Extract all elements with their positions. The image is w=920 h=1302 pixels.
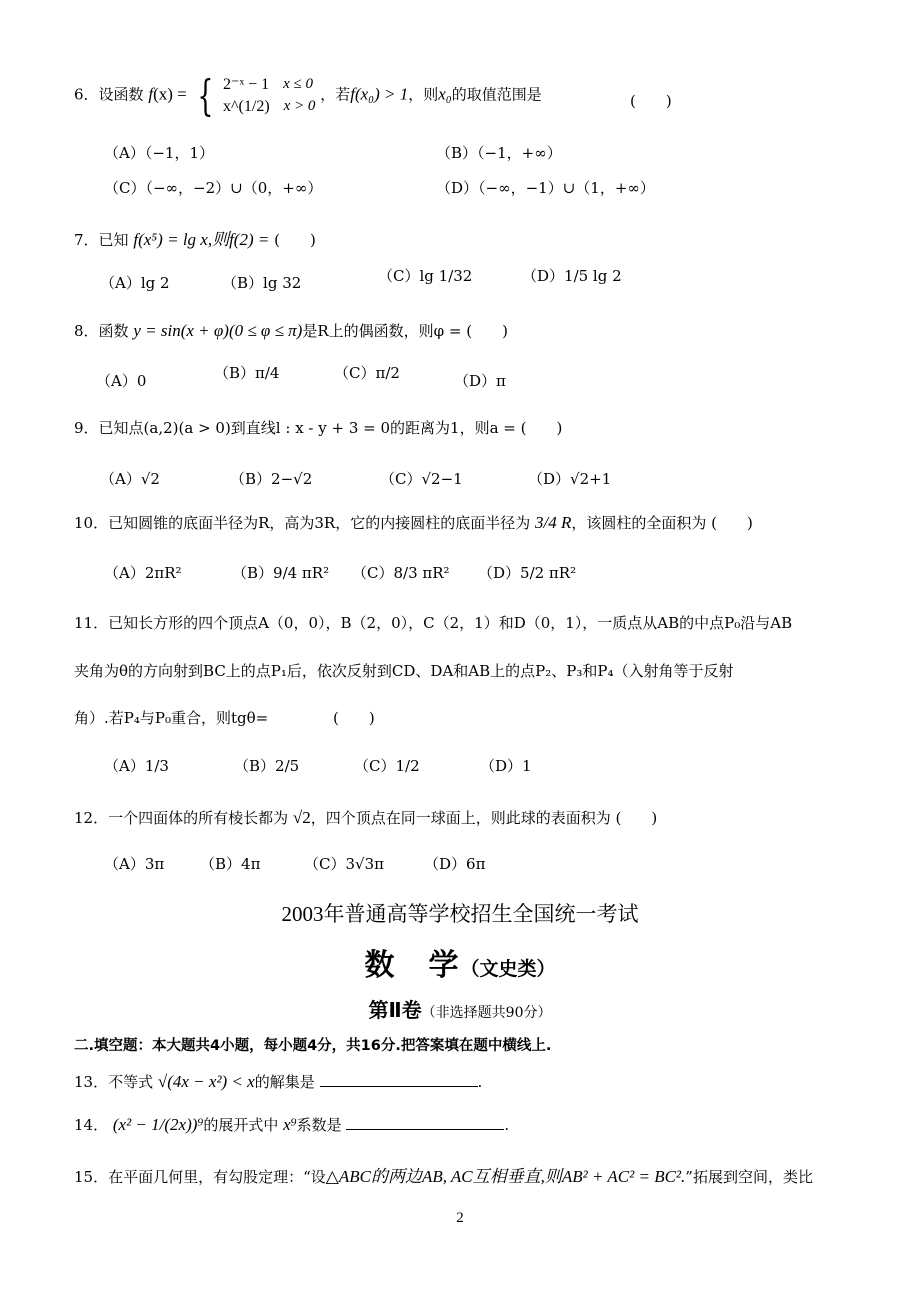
question-11-line-2: 夹角为θ的方向射到BC上的点P₁后，依次反射到CD、DA和AB上的点P₂、P₃和P₄（入射角等于反射 [74, 662, 734, 680]
question-text: 的解集是 [254, 1073, 315, 1091]
question-text: . [504, 1116, 510, 1134]
variable: x₀ [438, 84, 452, 104]
answer-paren[interactable]: ( ) [711, 514, 753, 532]
option-b[interactable]: （B）2/5 [234, 757, 300, 775]
question-10 [74, 512, 753, 533]
option-a[interactable]: （A）√2 [100, 470, 160, 488]
question-text: 已知点(a,2)(a > 0)到直线l : x - y + 3 = 0的距离为1，则a = [98, 419, 516, 437]
question-number: 9． [74, 419, 99, 437]
question-number: 15． [74, 1168, 109, 1186]
math-expr: (x² − 1/(2x))⁹ [112, 1115, 204, 1134]
case-1-expr: 2⁻ˣ − 1 [223, 76, 270, 93]
question-6 [74, 70, 542, 120]
answer-blank[interactable] [320, 1072, 478, 1087]
question-text: 角）.若P₄与P₀重合，则tgθ= [74, 709, 269, 727]
question-text: 已知圆锥的底面半径为R，高为3R，它的内接圆柱的底面半径为 [108, 514, 531, 532]
function-label: f [148, 84, 154, 104]
question-9 [74, 417, 562, 438]
math-expr: △ABC的两边AB, AC互相垂直,则AB² + AC² = BC². [325, 1167, 686, 1186]
question-text: ，则 [408, 85, 439, 104]
option-c[interactable]: （C）3√3π [304, 855, 384, 873]
option-a[interactable]: （A）3π [104, 855, 165, 873]
exam-title: 2003年普通高等学校招生全国统一考试 [281, 902, 639, 926]
case-2-expr: x^(1/2) [223, 97, 270, 115]
option-a[interactable]: （A）2πR² [104, 564, 182, 582]
question-text: . [477, 1073, 483, 1091]
case-1-cond: x ≤ 0 [283, 76, 314, 92]
question-text: 的取值范围是 [451, 85, 542, 104]
term: x⁹ [283, 1115, 297, 1134]
question-text: 的展开式中 [203, 1116, 279, 1134]
option-d[interactable]: （D）5/2 πR² [478, 564, 577, 582]
question-number: 7． [74, 231, 99, 249]
math-expr: √(4x − x²) < x [157, 1072, 255, 1091]
answer-paren[interactable]: ( ) [520, 419, 563, 437]
subject-name: 数 学 [364, 948, 461, 983]
option-b[interactable]: （B）2−√2 [230, 470, 313, 488]
option-d[interactable]: （D）√2+1 [528, 470, 612, 488]
answer-blank[interactable] [346, 1115, 504, 1130]
question-text: 系数是 [296, 1116, 342, 1134]
question-text: 已知长方形的四个顶点A（0，0），B（2，0），C（2，1）和D（0，1），一质点从AB的中点P₀沿与AB [108, 614, 793, 632]
question-text: 设函数 [98, 85, 144, 104]
question-text: 一个四面体的所有棱长都为 [108, 809, 289, 827]
section-heading: 二.填空题：本大题共4小题，每小题4分，共16分.把答案填在题中横线上. [74, 1038, 552, 1054]
option-b[interactable]: （B）4π [200, 855, 261, 873]
question-11-line-3 [74, 707, 375, 728]
question-text: ，该圆柱的全面积为 [571, 514, 707, 532]
option-d[interactable]: （D）1/5 lg 2 [522, 267, 622, 285]
subject-type: （文史类） [460, 958, 556, 980]
option-b[interactable]: （B）9/4 πR² [232, 564, 330, 582]
option-c[interactable]: （C）√2−1 [380, 470, 463, 488]
question-7 [74, 225, 316, 250]
math-expr: f(x⁵) = lg x,则f(2) = [133, 230, 270, 249]
option-d[interactable]: （D）（−∞，−1）∪（1，+∞） [436, 179, 655, 197]
math-expr: y = sin(x + φ)(0 ≤ φ ≤ π) [133, 321, 303, 340]
subject-title [0, 940, 920, 984]
question-number: 8． [74, 322, 99, 340]
question-text: 在平面几何里，有勾股定理：“设 [108, 1168, 326, 1186]
option-a[interactable]: （A）lg 2 [100, 274, 170, 292]
option-d[interactable]: （D）π [454, 372, 506, 390]
answer-paren[interactable]: ( ) [615, 809, 658, 827]
case-2-cond: x > 0 [283, 97, 316, 114]
volume-title [0, 994, 920, 1023]
radius-fraction: 3/4 R [535, 513, 572, 532]
question-text: 不等式 [108, 1073, 154, 1091]
option-a[interactable]: （A）1/3 [104, 757, 169, 775]
volume-name: 第Ⅱ卷 [368, 998, 422, 1022]
option-c[interactable]: （C）π/2 [334, 364, 400, 382]
question-text: 函数 [98, 322, 129, 340]
option-b[interactable]: （B）lg 32 [222, 274, 302, 292]
question-11-line-1 [74, 612, 792, 633]
question-number: 11． [74, 614, 109, 632]
condition-expr: f(x₀) > 1 [350, 84, 409, 104]
option-c[interactable]: （C）（−∞，−2）∪（0，+∞） [104, 179, 323, 197]
question-12 [74, 807, 657, 828]
question-number: 6． [74, 85, 99, 104]
question-text: ”拓展到空间，类比 [685, 1168, 813, 1186]
question-text: 是R上的偶函数，则φ = [302, 322, 462, 340]
question-8 [74, 320, 508, 341]
option-c[interactable]: （C）8/3 πR² [352, 564, 450, 582]
question-number: 10． [74, 514, 109, 532]
question-14 [74, 1114, 509, 1135]
option-d[interactable]: （D）6π [424, 855, 486, 873]
option-a[interactable]: （A）（−1，1） [104, 144, 214, 162]
option-c[interactable]: （C）1/2 [354, 757, 420, 775]
function-arg: (x) = [153, 84, 187, 104]
answer-paren[interactable]: ( ) [333, 709, 375, 727]
question-15 [74, 1162, 813, 1187]
option-d[interactable]: （D）1 [480, 757, 532, 775]
answer-paren[interactable]: ( ) [466, 322, 508, 340]
question-text: ，四个顶点在同一球面上，则此球的表面积为 [310, 809, 611, 827]
option-b[interactable]: （B）（−1，+∞） [436, 144, 562, 162]
edge-length: √2 [292, 808, 311, 827]
question-13 [74, 1071, 482, 1092]
page-number: 2 [456, 1210, 464, 1226]
question-number: 14． [74, 1116, 109, 1134]
answer-paren[interactable]: ( ) [630, 92, 672, 110]
volume-note: （非选择题共90分） [421, 1005, 552, 1021]
option-b[interactable]: （B）π/4 [214, 364, 280, 382]
piecewise-cases [223, 74, 315, 117]
answer-paren[interactable]: ( ) [274, 231, 316, 249]
question-number: 12． [74, 809, 109, 827]
question-text: ，若 [320, 85, 351, 104]
question-text: 已知 [98, 231, 129, 249]
option-a[interactable]: （A）0 [96, 372, 147, 390]
question-number: 13． [74, 1073, 109, 1091]
option-c[interactable]: （C）lg 1/32 [378, 267, 473, 285]
cases-brace: { [196, 70, 213, 120]
